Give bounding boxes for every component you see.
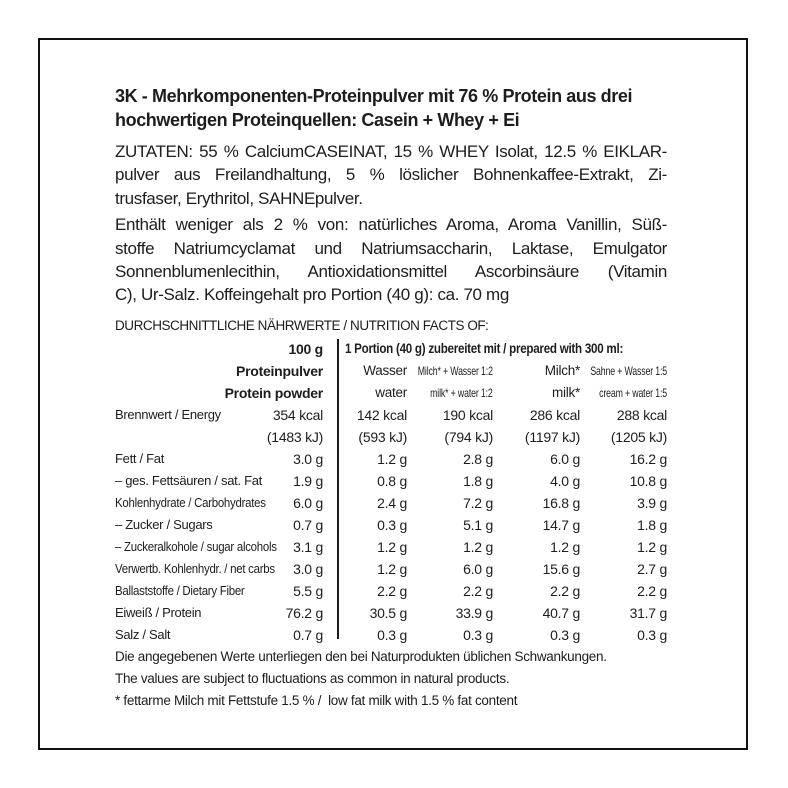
footnote-line-milk: * fettarme Milch mit Fettstufe 1.5 % / low fat milk with 1.5 % fat content — [115, 692, 518, 708]
value-cell: 5.1 g — [463, 516, 493, 533]
row-energy — [115, 404, 667, 426]
value-cell: 3.0 g — [293, 560, 323, 577]
row-sugars — [115, 514, 667, 536]
value-cell: 2.2 g — [550, 582, 580, 599]
value-cell: 0.8 g — [377, 472, 407, 489]
footnotes — [115, 646, 667, 712]
value-cell: 288 kcal — [616, 406, 667, 423]
label-content — [115, 84, 667, 712]
row-label: Eiweiß / Protein — [115, 604, 202, 620]
row-label: – Zucker / Sugars — [115, 516, 213, 532]
value-cell: 7.2 g — [463, 494, 493, 511]
col-water-header-de: Wasser — [363, 362, 407, 378]
value-cell: 4.0 g — [550, 472, 580, 489]
col-cream-water-header-en: cream + water 1:5 — [599, 385, 667, 400]
value-cell: 6.0 g — [550, 450, 580, 467]
value-cell: 1.9 g — [293, 472, 323, 489]
col-cream-water-header-de: Sahne + Wasser 1:5 — [590, 363, 667, 378]
value-cell: 40.7 g — [542, 604, 580, 621]
value-cell: 1.2 g — [550, 538, 580, 555]
value-cell: 14.7 g — [542, 516, 580, 533]
value-cell: 16.8 g — [542, 494, 580, 511]
row-sugar-alcohols — [115, 536, 667, 558]
row-label: Brennwert / Energy — [115, 406, 221, 422]
value-cell: 33.9 g — [455, 604, 493, 621]
col-milk-header-de: Milch* — [544, 362, 580, 378]
product-title-line-2: hochwertigen Proteinquellen: Casein + Whey + Ei — [115, 110, 520, 130]
value-cell: 0.3 g — [463, 626, 493, 643]
value-cell: 142 kcal — [356, 406, 407, 423]
ingredients-line: ZUTATEN: 55 % CalciumCASEINAT, 15 % WHEY Isolat, 12.5 % EIKLAR- — [115, 142, 667, 161]
row-label: – ges. Fettsäuren / sat. Fat — [115, 472, 262, 488]
contains-line: C), Ur-Salz. Koffeingehalt pro Portion (40 g): ca. 70 mg — [115, 285, 509, 305]
value-cell: 3.9 g — [637, 494, 667, 511]
value-cell: 6.0 g — [293, 494, 323, 511]
value-cell: 15.6 g — [542, 560, 580, 577]
base-column-header-en: Protein powder — [224, 384, 323, 401]
contains-line: Sonnenblumenlecithin, Antioxidationsmittel Ascorbinsäure (Vitamin — [115, 262, 667, 282]
table-header-row-en — [115, 382, 667, 404]
portion-header: 1 Portion (40 g) zubereitet mit / prepared with 300 ml: — [345, 340, 624, 356]
value-cell: 1.2 g — [377, 538, 407, 555]
value-cell: 0.3 g — [637, 626, 667, 643]
value-cell: 31.7 g — [629, 604, 667, 621]
contains-paragraph — [115, 213, 667, 307]
col-milk-header-en: milk* — [552, 384, 580, 400]
row-label: Salz / Salt — [115, 626, 171, 642]
row-net-carbs — [115, 558, 667, 580]
value-cell: 2.8 g — [463, 450, 493, 467]
value-cell: 0.3 g — [377, 516, 407, 533]
value-cell: 76.2 g — [285, 604, 323, 621]
per-100g-header: 100 g — [288, 340, 323, 357]
value-cell: 16.2 g — [629, 450, 667, 467]
row-label: Ballaststoffe / Dietary Fiber — [115, 582, 245, 598]
col-water-header-en: water — [375, 384, 407, 400]
value-cell: 3.1 g — [293, 538, 323, 555]
row-sat-fat — [115, 470, 667, 492]
row-fat — [115, 448, 667, 470]
row-label: – Zuckeralkohole / sugar alcohols — [115, 538, 277, 554]
value-cell: 6.0 g — [463, 560, 493, 577]
value-cell: 1.2 g — [377, 560, 407, 577]
row-label: Verwertb. Kohlenhydr. / net carbs — [115, 560, 275, 576]
contains-line: Enthält weniger als 2 % von: natürliches Aroma, Aroma Vanillin, Süß- — [115, 215, 667, 235]
row-carbs — [115, 492, 667, 514]
col-milk-water-header-de: Milch* + Wasser 1:2 — [417, 363, 493, 378]
base-column-header-de: Proteinpulver — [236, 362, 323, 379]
ingredients-paragraph — [115, 140, 667, 210]
value-cell: 190 kcal — [442, 406, 493, 423]
value-cell: 1.8 g — [463, 472, 493, 489]
value-cell: 1.2 g — [637, 538, 667, 555]
row-label: Fett / Fat — [115, 450, 165, 466]
value-cell: 354 kcal — [272, 406, 323, 423]
value-cell: 2.2 g — [377, 582, 407, 599]
value-cell: 1.2 g — [463, 538, 493, 555]
value-cell: 2.4 g — [377, 494, 407, 511]
value-cell: (593 kJ) — [358, 428, 407, 445]
table-header-row-amounts — [115, 338, 667, 360]
ingredients-line: pulver aus Freilandhaltung, 5 % löslicher Bohnenkaffee-Extrakt, Zi- — [115, 165, 667, 185]
product-title — [115, 84, 667, 132]
value-cell: (1205 kJ) — [610, 428, 667, 445]
col-milk-water-header-en: milk* + water 1:2 — [430, 385, 493, 400]
nutrition-table — [115, 338, 667, 646]
value-cell: (1483 kJ) — [266, 428, 323, 445]
value-cell: 2.2 g — [463, 582, 493, 599]
value-cell: 0.7 g — [293, 626, 323, 643]
footnote-line-en: The values are subject to fluctuations as common in natural products. — [115, 670, 510, 686]
value-cell: 5.5 g — [293, 582, 323, 599]
value-cell: 286 kcal — [529, 406, 580, 423]
row-energy-kj — [115, 426, 667, 448]
row-salt — [115, 624, 667, 646]
value-cell: 1.8 g — [637, 516, 667, 533]
row-label: Kohlenhydrate / Carbohydrates — [115, 494, 266, 510]
ingredients-line: trusfaser, Erythritol, SAHNEpulver. — [115, 188, 363, 208]
footnote-line-de: Die angegebenen Werte unterliegen den bei Naturprodukten üblichen Schwankungen. — [115, 648, 607, 664]
row-fiber — [115, 580, 667, 602]
value-cell: (794 kJ) — [444, 428, 493, 445]
product-title-line-1: 3K - Mehrkomponenten-Proteinpulver mit 76 % Protein aus drei — [115, 86, 633, 106]
value-cell: (1197 kJ) — [524, 428, 580, 445]
value-cell: 0.3 g — [550, 626, 580, 643]
value-cell: 1.2 g — [377, 450, 407, 467]
value-cell: 2.2 g — [637, 582, 667, 599]
nutrition-facts-heading: DURCHSCHNITTLICHE NÄHRWERTE / NUTRITION FACTS OF: — [115, 317, 489, 333]
row-protein — [115, 602, 667, 624]
value-cell: 2.7 g — [637, 560, 667, 577]
contains-line: stoffe Natriumcyclamat und Natriumsaccharin, Laktase, Emulgator — [115, 238, 667, 258]
value-cell: 0.3 g — [377, 626, 407, 643]
value-cell: 10.8 g — [629, 472, 667, 489]
value-cell: 3.0 g — [293, 450, 323, 467]
table-header-row-de — [115, 360, 667, 382]
value-cell: 0.7 g — [293, 516, 323, 533]
value-cell: 30.5 g — [369, 604, 407, 621]
